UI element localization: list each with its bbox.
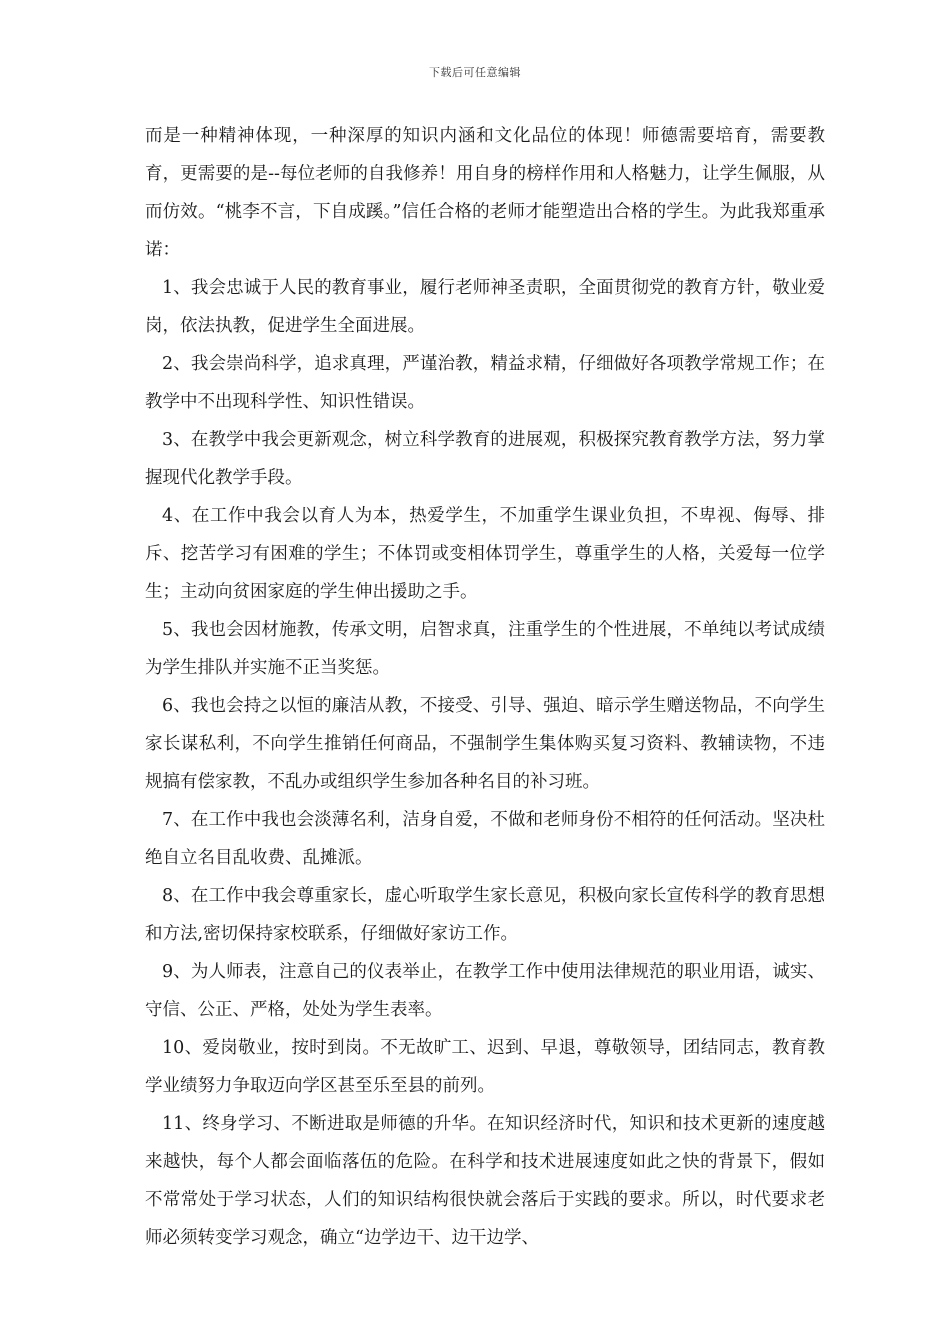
commitment-item-3: 3、在教学中我会更新观念，树立科学教育的进展观，积极探究教育教学方法，努力掌握现代化教学手段。 (145, 430, 825, 488)
commitment-item-8: 8、在工作中我会尊重家长，虚心听取学生家长意见，积极向家长宣传科学的教育思想和方法,密切保持家校联系，仔细做好家访工作。 (145, 886, 825, 944)
intro-paragraph: 而是一种精神体现，一种深厚的知识内涵和文化品位的体现！师德需要培育，需要教育，更需要的是--每位老师的自我修养！用自身的榜样作用和人格魅力，让学生佩服，从而仿效。“桃李不言，下自成蹊。”信任合格的老师才能塑造出合格的学生。为此我郑重承诺： (145, 126, 825, 260)
commitment-item-10: 10、爱岗敬业，按时到岗。不无故旷工、迟到、早退，尊敬领导，团结同志，教育教学业绩努力争取迈向学区甚至乐至县的前列。 (145, 1038, 825, 1096)
commitment-item-6: 6、我也会持之以恒的廉洁从教，不接受、引导、强迫、暗示学生赠送物品，不向学生家长谋私利，不向学生推销任何商品，不强制学生集体购买复习资料、教辅读物，不违规搞有偿家教，不乱办或组织学生参加各种名目的补习班。 (145, 696, 825, 792)
document-body (145, 117, 825, 1257)
commitment-item-11: 11、终身学习、不断进取是师德的升华。在知识经济时代，知识和技术更新的速度越来越快，每个人都会面临落伍的危险。在科学和技术进展速度如此之快的背景下，假如不常常处于学习状态，人们的知识结构很快就会落后于实践的要求。所以，时代要求老师必须转变学习观念，确立“边学边干、边干边学、 (145, 1114, 825, 1248)
commitment-item-5: 5、我也会因材施教，传承文明，启智求真，注重学生的个性进展，不单纯以考试成绩为学生排队并实施不正当奖惩。 (145, 620, 825, 678)
commitment-item-1: 1、我会忠诚于人民的教育事业，履行老师神圣责职，全面贯彻党的教育方针，敬业爱岗，依法执教，促进学生全面进展。 (145, 278, 825, 336)
commitment-item-7: 7、在工作中我也会淡薄名利，洁身自爱，不做和老师身份不相符的任何活动。坚决杜绝自立名目乱收费、乱摊派。 (145, 810, 825, 868)
commitment-item-9: 9、为人师表，注意自己的仪表举止，在教学工作中使用法律规范的职业用语，诚实、守信、公正、严格，处处为学生表率。 (145, 962, 825, 1020)
page-header: 下载后可任意编辑 (429, 66, 521, 79)
commitment-item-2: 2、我会崇尚科学，追求真理，严谨治教，精益求精，仔细做好各项教学常规工作；在教学中不出现科学性、知识性错误。 (145, 354, 825, 412)
commitment-item-4: 4、在工作中我会以育人为本，热爱学生，不加重学生课业负担，不卑视、侮辱、排斥、挖苦学习有困难的学生；不体罚或变相体罚学生，尊重学生的人格，关爱每一位学生；主动向贫困家庭的学生伸出援助之手。 (145, 506, 825, 602)
